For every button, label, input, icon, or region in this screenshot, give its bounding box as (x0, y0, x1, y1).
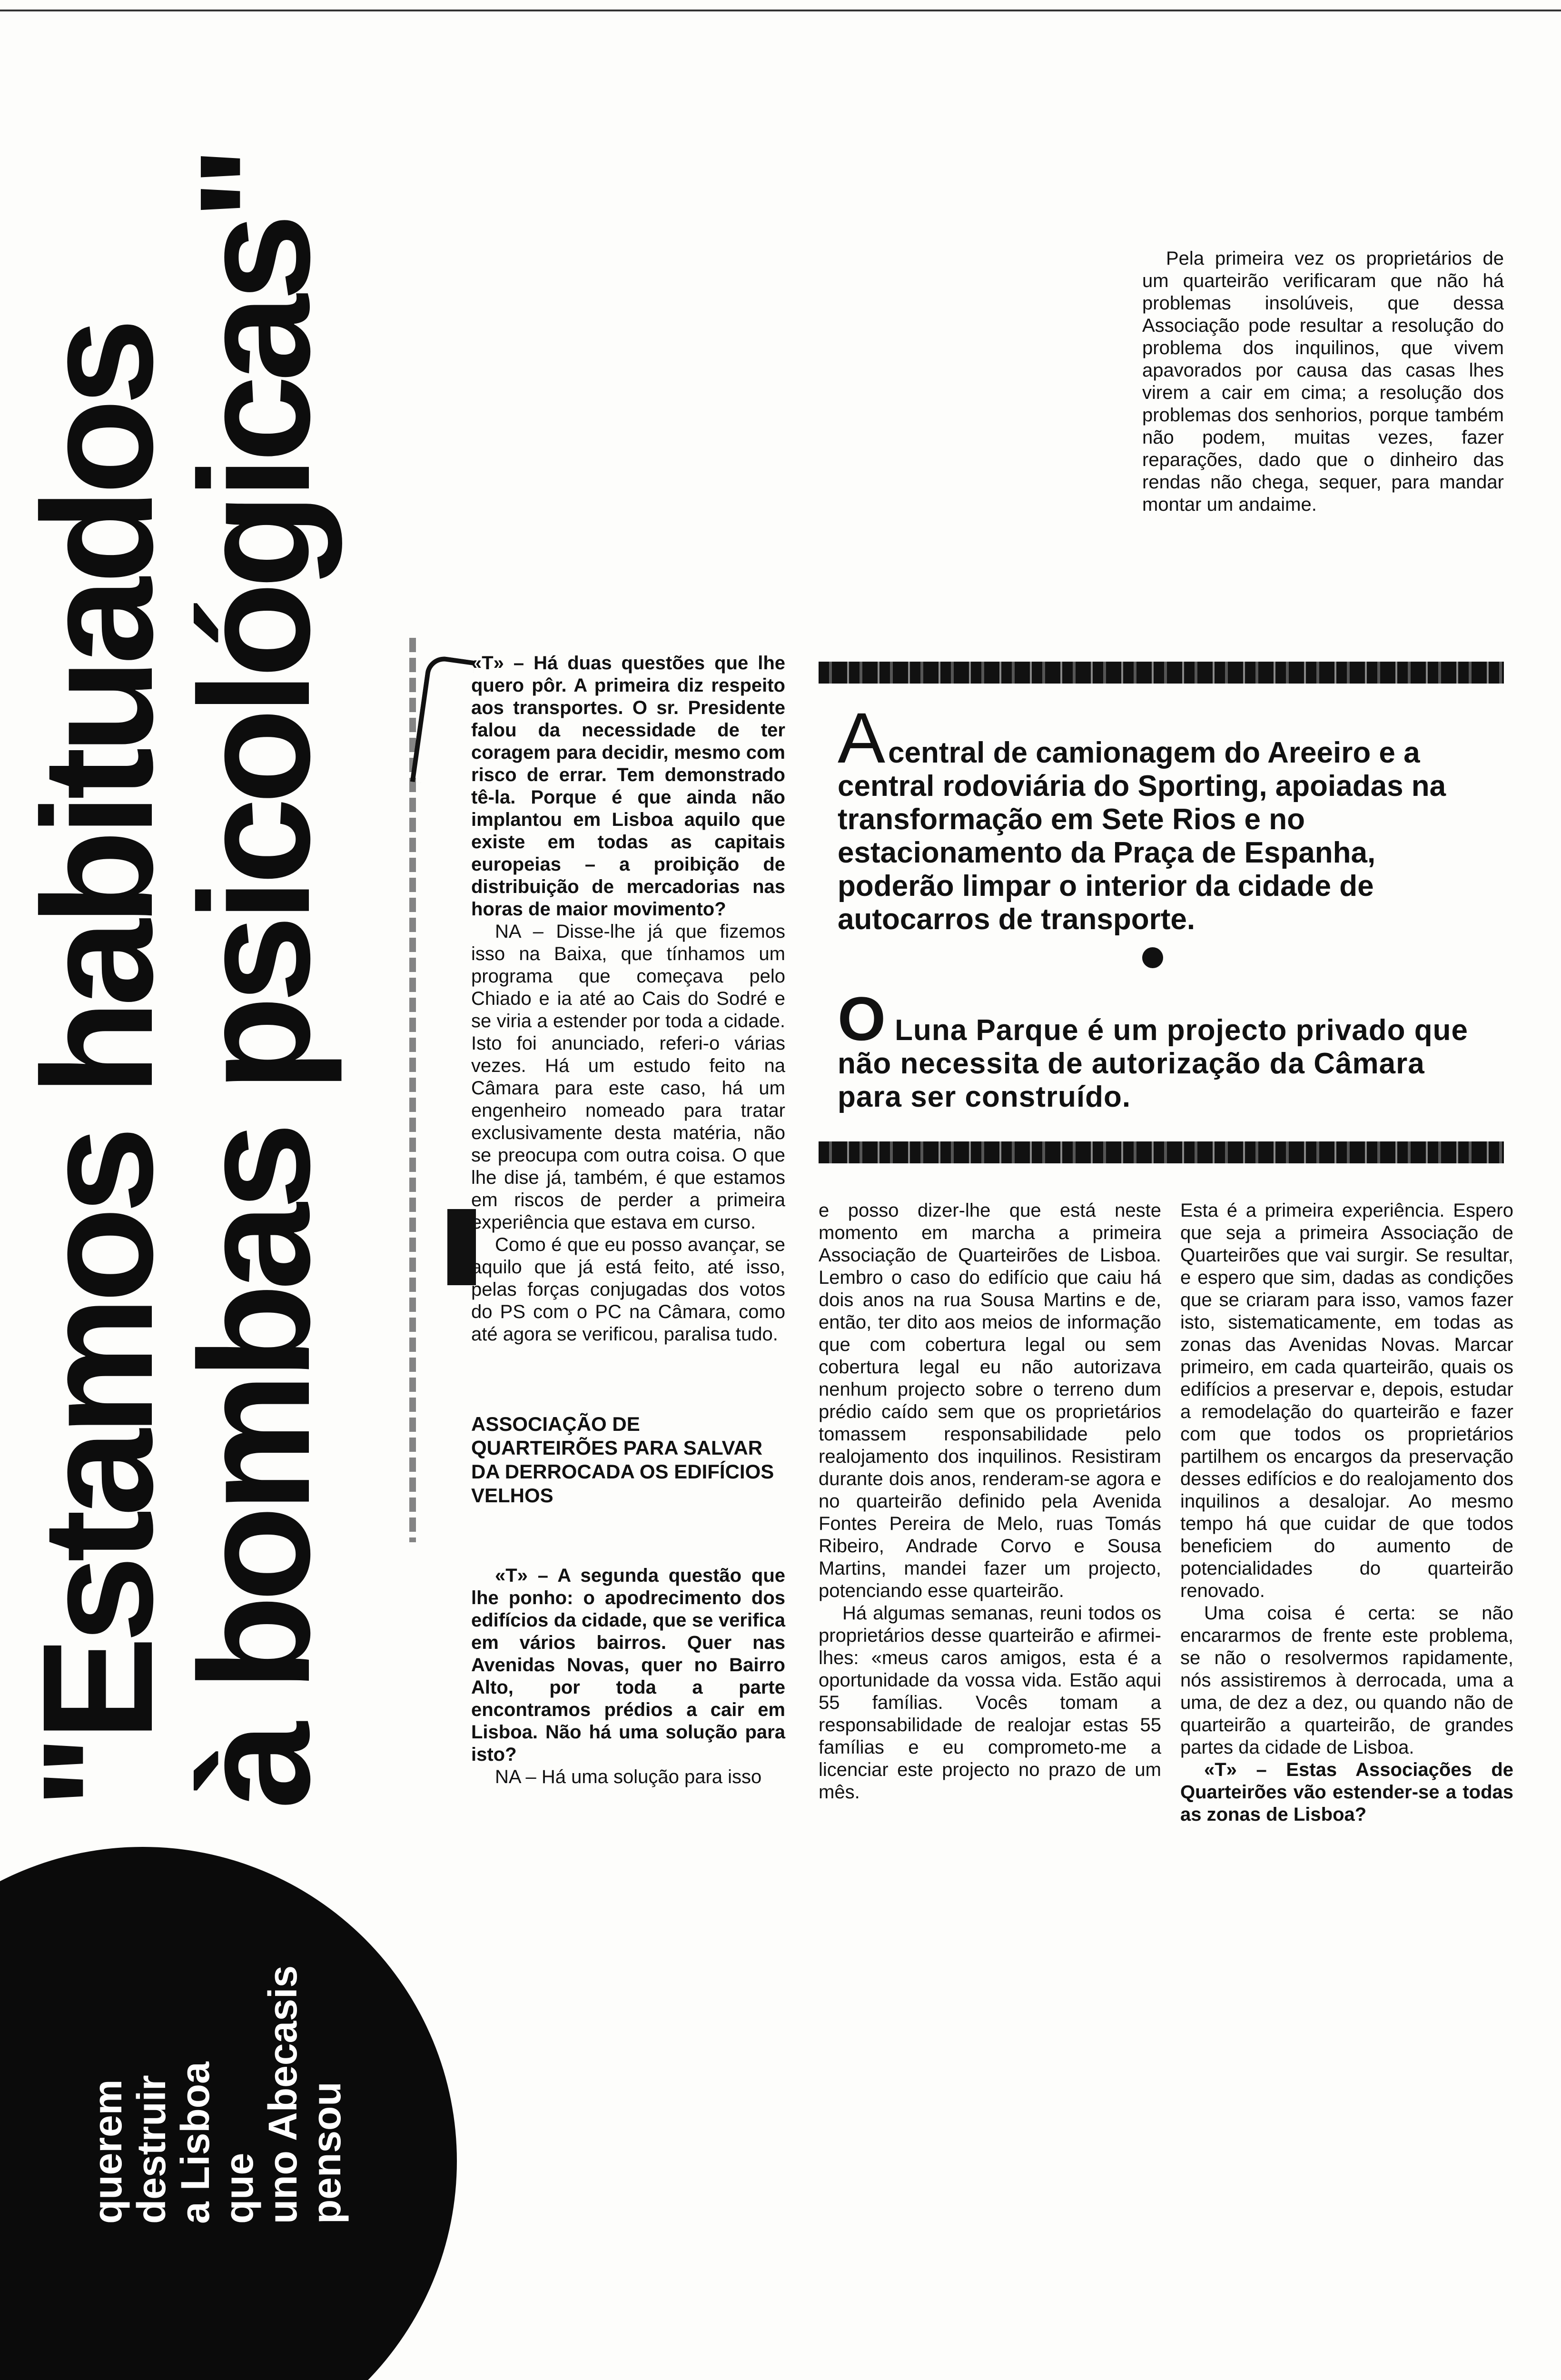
question-3: «T» – Estas Associações de Quarteirões vão estender-se a todas as zonas de Lisboa? (1180, 1759, 1513, 1825)
headline-line-2: à bombas psicológicas" (167, 152, 342, 1809)
answer-2: NA – Há uma solução para isso (495, 1766, 762, 1787)
top-rule (0, 10, 1561, 11)
highlight-quote-2: O Luna Parque é um projecto privado que não necessita de autorização da Câmara para ser construído. (838, 984, 1468, 1113)
decorative-bar-bottom (819, 1141, 1504, 1163)
paragraph: Uma coisa é certa: se não encararmos de frente este problema, se não o resolvermos rapidamente, nós assistiremos à derrocada, uma a uma, de dez a dez, ou quando não de quarteirão a quarteirão, de grandes partes da cidade de Lisboa. (1180, 1603, 1513, 1758)
subheading: ASSOCIAÇÃO DE QUARTEIRÕES PARA SALVAR DA DERROCADA OS EDIFÍCIOS VELHOS (471, 1413, 774, 1507)
question-1: «T» – Há duas questões que lhe quero pôr. A primeira diz respeito aos transportes. O sr. Presidente falou da necessidade de ter coragem para decidir, mesmo com risco de errar. Tem demonstrado tê-la. Porque é que ainda não implantou em Lisboa aquilo que existe em todas as capitais europeias – a proibição de distribuição de mercadorias nas horas de maior movimento? (471, 653, 785, 920)
question-2: «T» – A segunda questão que lhe ponho: o apodrecimento dos edifícios da cidade, que se verifica em vários bairros. Quer nas Avenidas Novas, quer no Bairro Alto, por toda a parte encontramos prédios a cair em Lisboa. Não há uma solução para isto? (471, 1565, 785, 1765)
decorative-bar-top (819, 662, 1504, 684)
article-column-1 (471, 652, 785, 1788)
circle-callout-text: querem destruir a Lisboa que uno Abecasis pensou (85, 1965, 349, 2224)
article-column-2 (819, 1200, 1161, 1804)
drop-cap: A (838, 698, 886, 778)
handwritten-mark (410, 654, 475, 788)
drop-cap: O (838, 984, 887, 1053)
intro-paragraph: Pela primeira vez os proprietários de um quarteirão verificaram que não há problemas insolúveis, que dessa Associação pode resultar a resolução do problema dos inquilinos, que vivem apavorados por causa das casas lhes virem a cair em cima; a resolução dos problemas dos senhorios, porque também não podem, muitas vezes, fazer reparações, dado que o dinheiro das rendas não chega, sequer, para mandar montar um andaime. (1142, 248, 1504, 515)
answer-1a: NA – Disse-lhe já que fizemos isso na Baixa, que tínhamos um programa que começava pelo Chiado e ia até ao Cais do Sodré e se viria a estender por toda a cidade. Isto foi anunciado, referi-o várias vezes. Há um estudo feito na Câmara para este caso, há um engenheiro nomeado para tratar exclusivamente desta matéria, não se preocupa com outra coisa. O que lhe dise já, também, é que estamos em riscos de perder a primeira experiência que estava em curso. (471, 921, 785, 1233)
answer-1b: Como é que eu posso avançar, se aquilo que já está feito, até isso, pelas forças conjugadas dos votos do PS com o PC na Câmara, como até agora se verificou, paralisa tudo. (471, 1234, 785, 1345)
headline-line-1: "Estamos habituados (10, 325, 185, 1809)
paragraph: e posso dizer-lhe que está neste momento em marcha a primeira Associação de Quarteirões de Lisboa. Lembro o caso do edifício que caiu há dois anos na rua Sousa Martins e de, então, ter dito aos meios de informação que com cobertura legal ou sem cobertura legal eu não autorizava nenhum projecto sobre o terreno dum prédio caído sem que os proprietários tomassem responsabilidade pelo realojamento dos inquilinos. Resistiram durante dois anos, renderam-se agora e no quarteirão definido pela Avenida Fontes Pereira de Melo, ruas Tomás Ribeiro, Andrade Corvo e Sousa Martins, mandei fazer um projecto, potenciando esse quarteirão. (819, 1200, 1161, 1601)
bullet-dot (1142, 947, 1163, 968)
paragraph: Há algumas semanas, reuni todos os proprietários desse quarteirão e afirmei-lhes: «meus caros amigos, esta é a oportunidade da vossa vida. Estão aqui 55 famílias. Vocês tomam a responsabilidade de realojar estas 55 famílias e eu comprometo-me a licenciar este projecto no prazo de um mês. (819, 1603, 1161, 1803)
article-column-3 (1180, 1200, 1513, 1826)
highlight-quote-1: Acentral de camionagem do Areeiro e a central rodoviária do Sporting, apoiadas na transformação em Sete Rios e no estacionamento da Praça de Espanha, poderão limpar o interior da cidade de autocarros de transporte. (838, 698, 1446, 936)
paragraph: Esta é a primeira experiência. Espero que seja a primeira Associação de Quarteirões que vai surgir. Se resultar, e espero que sim, dadas as condições que se criaram para isso, vamos fazer isto, sistematicamente, em todas as zonas das Avenidas Novas. Marcar primeiro, em cada quarteirão, quais os edifícios a preservar e, depois, estudar a remodelação do quarteirão e fazer com que todos os proprietários partilhem os encargos da preservação desses edifícios e do realojamento dos inquilinos a desalojar. Ao mesmo tempo há que cuidar de que todos beneficiem do aumento de potencialidades do quarteirão renovado. (1180, 1200, 1513, 1601)
headline (10, 114, 342, 1809)
